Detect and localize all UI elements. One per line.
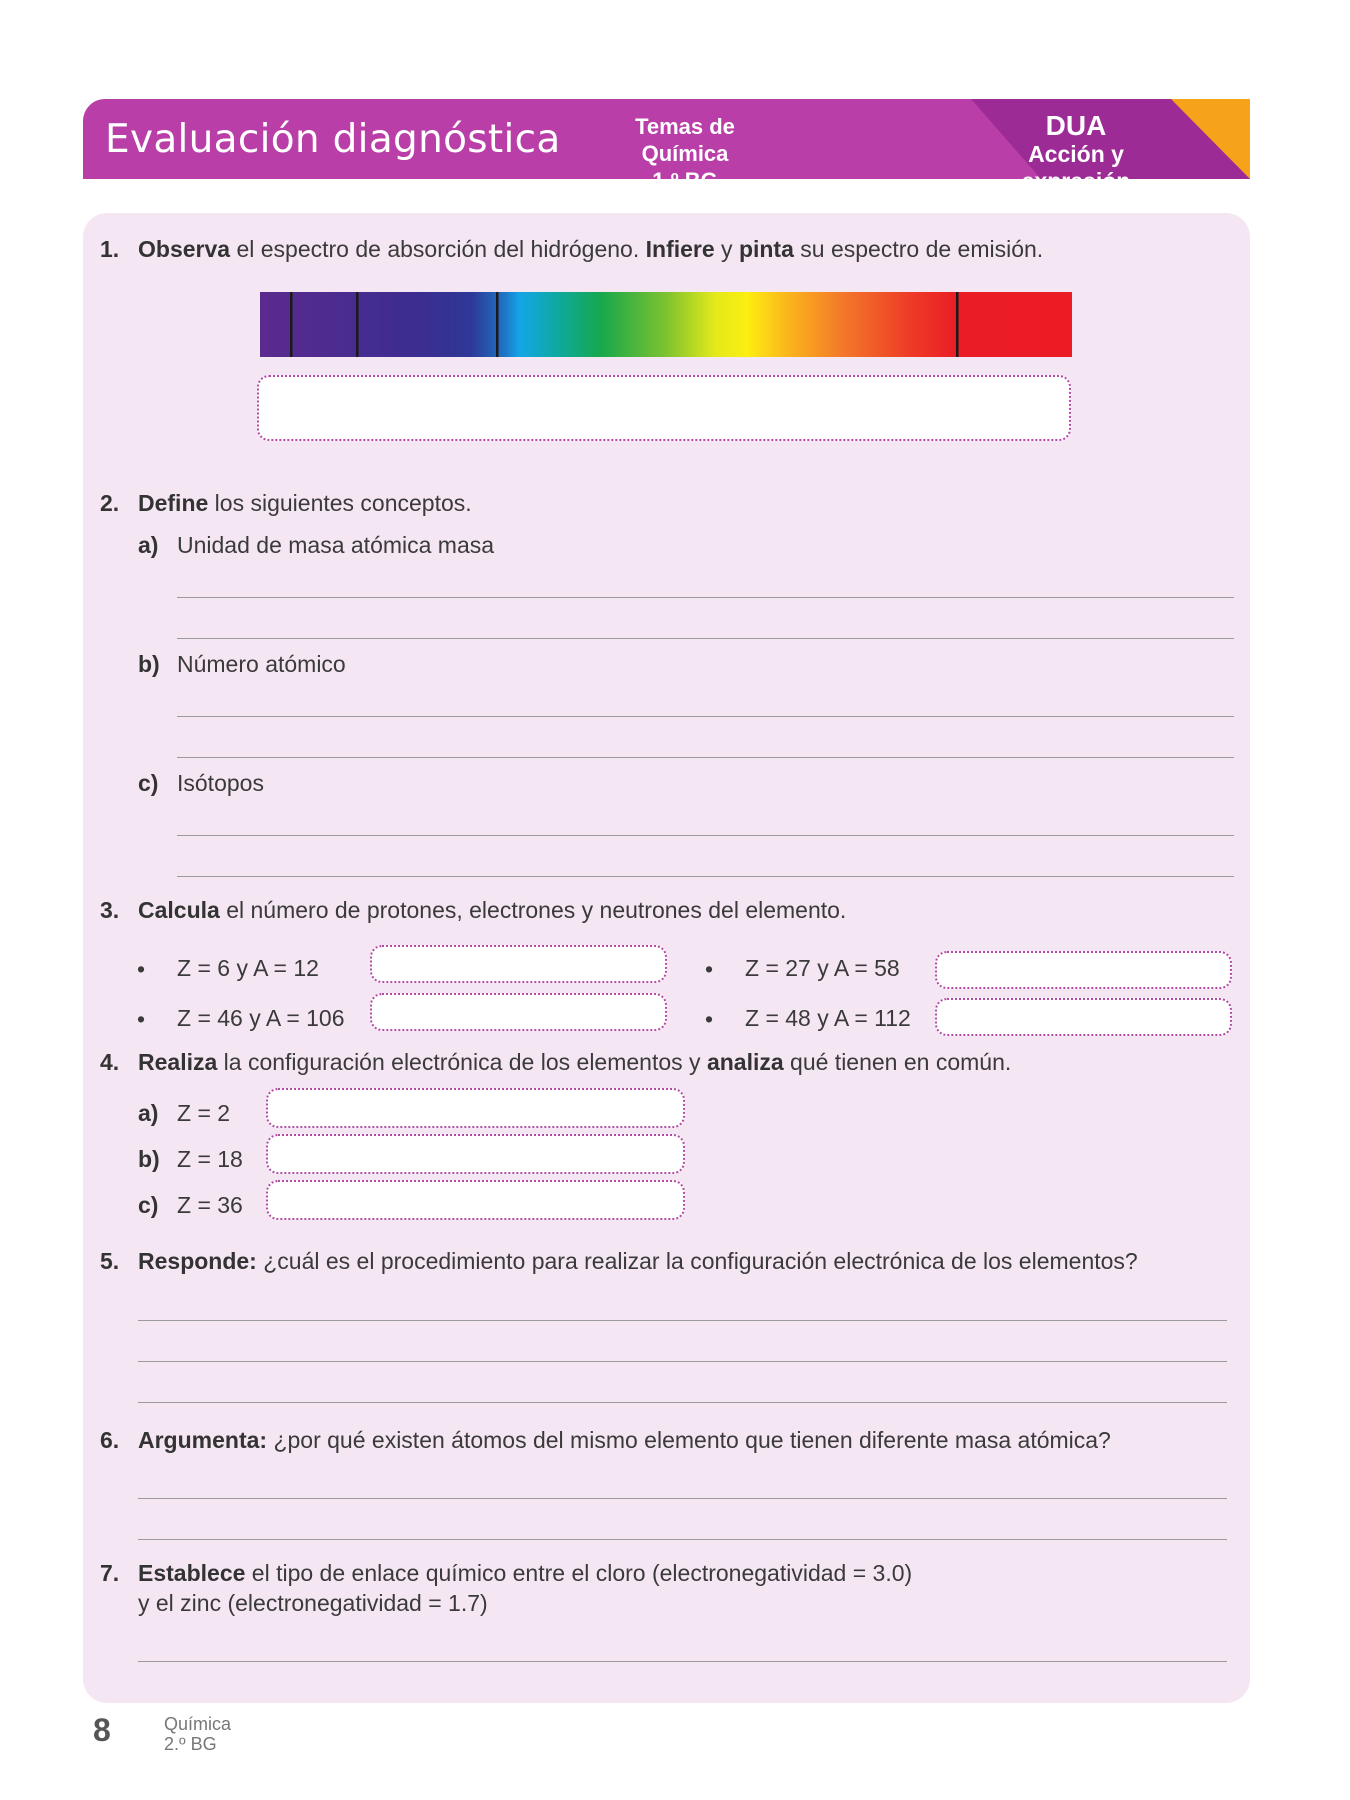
absorption-line	[956, 292, 959, 357]
item-label: a)	[138, 1100, 159, 1126]
answer-line[interactable]	[177, 757, 1234, 758]
verb-analiza: analiza	[706, 1049, 784, 1075]
answer-box[interactable]	[370, 993, 667, 1031]
text-part: el espectro de absorción del hidrógeno.	[230, 236, 646, 262]
element-data: Z = 48 y A = 112	[745, 1005, 911, 1031]
text-part: el número de protones, electrones y neutrones del elemento.	[219, 897, 847, 923]
footer-grade: 2.º BG	[164, 1734, 217, 1754]
emission-spectrum-box[interactable]	[257, 375, 1071, 441]
answer-line[interactable]	[138, 1498, 1227, 1499]
verb-establece: Establece	[138, 1560, 246, 1586]
answer-box[interactable]	[266, 1088, 685, 1128]
header-title: Evaluación diagnóstica	[105, 117, 561, 162]
bullet: •	[705, 956, 714, 982]
question-text	[138, 236, 1043, 263]
question-number: 4.	[100, 1049, 120, 1075]
answer-box[interactable]	[266, 1134, 685, 1174]
text-part: ¿por qué existen átomos del mismo elemento que tienen diferente masa atómica?	[267, 1427, 1111, 1453]
answer-line[interactable]	[138, 1320, 1227, 1321]
header-subject	[601, 113, 769, 194]
bullet: •	[137, 1006, 146, 1032]
item-text: Número atómico	[177, 651, 346, 677]
bullet: •	[705, 1006, 714, 1032]
item-text: Unidad de masa atómica masa	[177, 532, 495, 558]
text-part: su espectro de emisión.	[793, 236, 1044, 262]
verb-observa: Observa	[138, 236, 231, 262]
answer-line[interactable]	[177, 835, 1234, 836]
item-label: b)	[138, 1146, 160, 1172]
item-text: Z = 2	[177, 1100, 231, 1126]
verb-define: Define	[138, 490, 209, 516]
question-text	[138, 897, 846, 924]
item-label: b)	[138, 651, 160, 677]
dua-title: DUA	[1045, 110, 1107, 141]
question-number: 1.	[100, 236, 120, 262]
footer-subject	[164, 1714, 231, 1754]
answer-line[interactable]	[138, 1661, 1227, 1662]
element-data: Z = 46 y A = 106	[177, 1005, 345, 1031]
answer-line[interactable]	[138, 1402, 1227, 1403]
absorption-line	[290, 292, 293, 357]
question-text-line2: y el zinc (electronegatividad = 1.7)	[138, 1590, 488, 1616]
question-number: 6.	[100, 1427, 120, 1453]
text-part: qué tienen en común.	[783, 1049, 1012, 1075]
item-label: c)	[138, 770, 159, 796]
answer-box[interactable]	[266, 1180, 685, 1220]
answer-line[interactable]	[177, 638, 1234, 639]
question-number: 3.	[100, 897, 120, 923]
text-part: los siguientes conceptos.	[208, 490, 472, 516]
question-text	[138, 1248, 1138, 1275]
bullet: •	[137, 956, 146, 982]
answer-line[interactable]	[138, 1539, 1227, 1540]
item-label: c)	[138, 1192, 159, 1218]
question-text	[138, 1560, 912, 1587]
text-part: la configuración electrónica de los elementos y	[217, 1049, 707, 1075]
item-text: Z = 18	[177, 1146, 243, 1172]
text-part: ¿cuál es el procedimiento para realizar la configuración electrónica de los elementos?	[256, 1248, 1138, 1274]
dua-subtitle: Acción y expresión	[1021, 141, 1131, 194]
answer-box[interactable]	[935, 998, 1232, 1036]
page-header	[83, 99, 1250, 194]
verb-infiere: Infiere	[645, 236, 715, 262]
question-text	[138, 1049, 1011, 1076]
question-number: 7.	[100, 1560, 120, 1586]
spectrum-band	[260, 292, 1072, 357]
verb-realiza: Realiza	[138, 1049, 218, 1075]
question-number: 5.	[100, 1248, 120, 1274]
dua-text	[971, 111, 1181, 195]
item-text: Z = 36	[177, 1192, 243, 1218]
absorption-line	[356, 292, 359, 357]
text-part: y	[714, 236, 739, 262]
text-part: el tipo de enlace químico entre el cloro (electronegatividad = 3.0)	[245, 1560, 913, 1586]
answer-box[interactable]	[935, 951, 1232, 989]
footer-subject-name: Química	[164, 1714, 232, 1734]
page-number: 8	[93, 1712, 111, 1748]
answer-line[interactable]	[177, 716, 1234, 717]
item-text: Isótopos	[177, 770, 264, 796]
verb-argumenta: Argumenta:	[138, 1427, 268, 1453]
dua-badge	[891, 99, 1250, 194]
answer-line[interactable]	[177, 876, 1234, 877]
question-text	[138, 1427, 1111, 1454]
item-label: a)	[138, 532, 159, 558]
answer-line[interactable]	[138, 1361, 1227, 1362]
absorption-spectrum	[260, 292, 1072, 357]
verb-calcula: Calcula	[138, 897, 220, 923]
question-text	[138, 490, 472, 517]
answer-box[interactable]	[370, 945, 667, 983]
verb-pinta: pinta	[738, 236, 794, 262]
header-subject-line1: Temas de Química	[635, 114, 735, 166]
header-subject-line2: 1.º BG	[652, 168, 718, 193]
element-data: Z = 27 y A = 58	[745, 955, 900, 981]
verb-responde: Responde:	[138, 1248, 257, 1274]
element-data: Z = 6 y A = 12	[177, 955, 319, 981]
answer-line[interactable]	[177, 597, 1234, 598]
absorption-line	[496, 292, 499, 357]
question-number: 2.	[100, 490, 120, 516]
